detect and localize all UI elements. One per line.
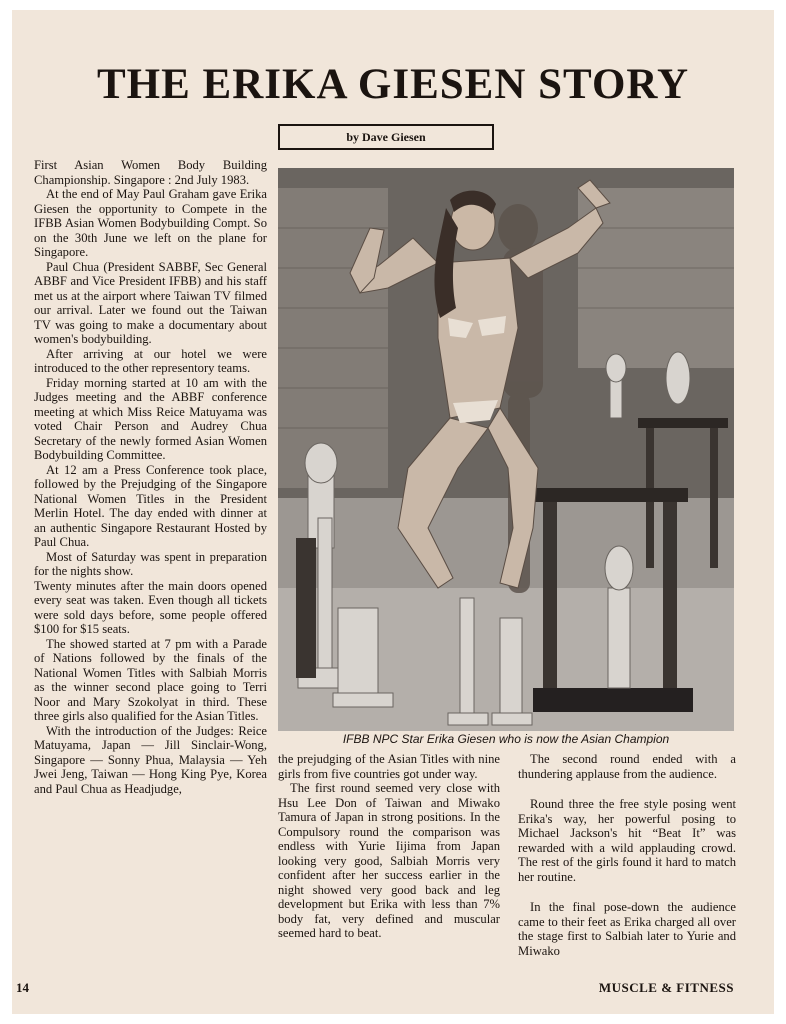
paragraph: Friday morning started at 10 am with the Judges meeting and the ABBF conference meeting at which Miss Reice Matuyama was voted Chair Person and Audrey Chua Secretary of the newly formed Asian Women Bodybuilding Committee. — [34, 375, 267, 462]
bodybuilder-photo-illustration — [278, 168, 734, 731]
paragraph: First Asian Women Body Building Championship. Singapore : 2nd July 1983. — [34, 158, 267, 187]
column-3 — [518, 752, 736, 958]
byline-box: by Dave Giesen — [278, 124, 494, 150]
paragraph: In the final pose-down the audience came to their feet as Erika charged all over the stage first to Salbiah later to Yurie and Miwako — [518, 900, 736, 958]
paragraph: The showed started at 7 pm with a Parade of Nations followed by the finals of the National Women Titles with Salbiah Morris as the winner second place going to Terri Noor and Mary Szokolyat in third. These three girls also qualified for the Asian Titles. — [34, 636, 267, 723]
paragraph: The first round seemed very close with Hsu Lee Don of Taiwan and Miwako Tamura of Japan in strong positions. In the Compulsory round the comparison was endless with Yurie Iijima from Japan looking very good, Salbiah Morris very confident after her success earlier in the night showed very good back and leg development but Erika with less than 7% body fat, very defined and muscular seemed hard to beat. — [278, 781, 500, 940]
paragraph: Twenty minutes after the main doors opened every seat was taken. Even though all tickets were sold days before, some people offered $100 for $15 seats. — [34, 578, 267, 636]
magazine-page — [12, 10, 774, 1014]
paragraph: After arriving at our hotel we were introduced to the other representory teams. — [34, 346, 267, 375]
paragraph: Most of Saturday was spent in preparation for the nights show. — [34, 549, 267, 578]
paragraph: At 12 am a Press Conference took place, followed by the Prejudging of the Singapore National Women Titles in the President Merlin Hotel. The day ended with dinner at an authentic Singapore Restaurant Hosted by Paul Chua. — [34, 462, 267, 549]
article-photo — [278, 168, 734, 731]
column-2 — [278, 752, 500, 941]
paragraph: With the introduction of the Judges: Reice Matuyama, Japan — Jill Sinclair-Wong, Singapore — Sonny Phua, Malaysia — Yeh Jwei Jeng, Taiwan — Hong King Pye, Korea and Paul Chua as Headjudge, — [34, 723, 267, 796]
page-number: 14 — [16, 980, 29, 995]
paragraph: Paul Chua (President SABBF, Sec General ABBF and Vice President IFBB) and his staff met us at the airport where Taiwan TV filmed our arrival. Later we found out the Taiwan TV was going to make a documentary about women's bodybuilding. — [34, 259, 267, 346]
magazine-name: MUSCLE & FITNESS — [598, 980, 734, 995]
column-1 — [34, 158, 267, 796]
paragraph: The second round ended with a thundering applause from the audience. — [518, 752, 736, 781]
photo-caption: IFBB NPC Star Erika Giesen who is now the Asian Champion — [342, 732, 670, 746]
paragraph: At the end of May Paul Graham gave Erika Giesen the opportunity to Compete in the IFBB Asian Women Bodybuilding Compt. So on the 30th June we left on the plane for Singapore. — [34, 187, 267, 259]
article-title: THE ERIKA GIESEN STORY — [96, 61, 690, 108]
paragraph: Round three the free style posing went Erika's way, her powerful posing to Michael Jackson's hit “Beat It” was rewarded with a wild applauding crowd. The rest of the girls found it hard to match her routine. — [518, 797, 736, 884]
paragraph: the prejudging of the Asian Titles with nine girls from five countries got under way. — [278, 752, 500, 781]
